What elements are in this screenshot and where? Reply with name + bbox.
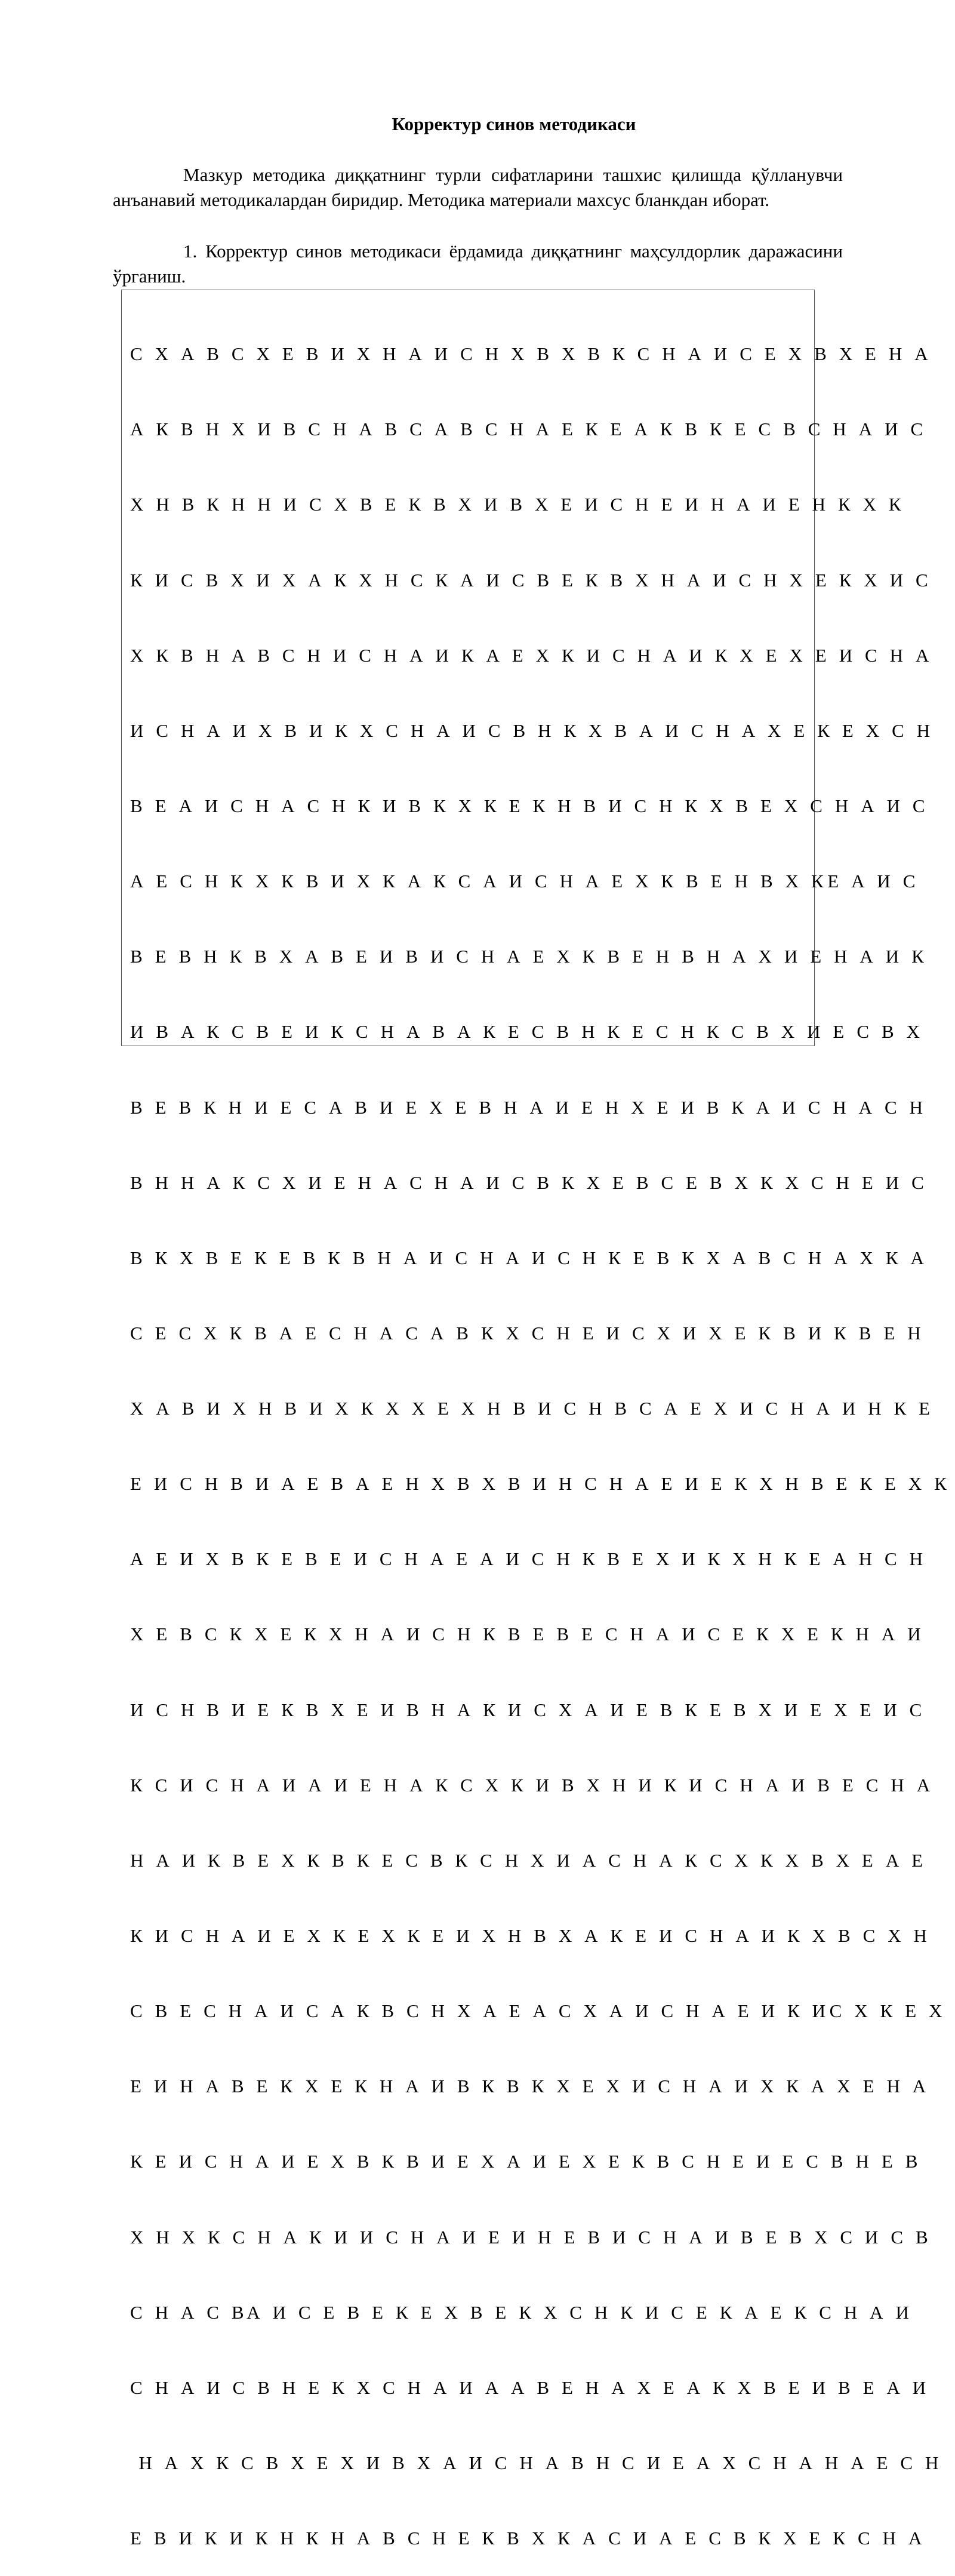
grid-row: Х А В И Х Н В И Х К Х Х Е Х Н В И С Н В С А Е Х И С Н А И Н К Е (130, 1398, 934, 1419)
grid-row: Х Н Х К С Н А К И И С Н А И Е И Н Е В И С Н А И В Е В Х С И С В (130, 2226, 932, 2248)
grid-row: С Н А С ВА И С Е В Е К Е Х В Е К Х С Н К И С Е К А Е К С Н А И (130, 2301, 913, 2323)
grid-row: А К В Н Х И В С Н А В С А В С Н А Е К Е А К В К Е С В С Н А И С (130, 419, 927, 440)
grid-row: И С Н В И Е К В Х Е И В Н А К И С Х А И Е В К Е В Х И Е Х Е И С (130, 1699, 926, 1720)
grid-row: Е И Н А В Е К Х Е К Н А И В К В К Х Е Х И С Н А И Х К А Х Е Н А (130, 2076, 930, 2097)
grid-row: И В А К С В Е И К С Н А В А К Е С В Н К Е С Н К С В Х И Е С В Х (130, 1021, 924, 1043)
grid-row: Х Е В С К Х Е К Х Н А И С Н К В Е В Е С Н А И С Е К Х Е К Н А И (130, 1624, 925, 1645)
grid-row: Е В И К И К Н К Н А В С Н Е К В Х К А С И А Е С В К Х Е К С Н А (130, 2528, 926, 2549)
grid-row: С В Е С Н А И С А К В С Н Х А Е А С Х А И С Н А Е И К ИС Х К Е Х (130, 2000, 947, 2022)
grid-row: Н А И К В Е Х К В К Е С В К С Н Х И А С Н А К С Х К Х В Х Е А Е (130, 1849, 927, 1871)
page-title: Корректур синов методикаси (392, 113, 636, 134)
grid-row: С Е С Х К В А Е С Н А С А В К Х С Н Е И С Х И Х Е К В И К В Е Н (130, 1322, 925, 1344)
intro-paragraph-text: Мазкур методика диққатнинг турли сифатларини ташхис қилишда қўлланувчи анъанавий методикалардан биридир. Методика материали махсус бланкдан иборат. (113, 164, 843, 210)
grid-row: С Х А В С Х Е В И Х Н А И С Н Х В Х В К С Н А И С Е Х В Х Е Н А (130, 343, 932, 365)
grid-row: К С И С Н А И А И Е Н А К С Х К И В Х Н И К И С Н А И В Е С Н А (130, 1774, 934, 1796)
grid-row: К И С Н А И Е Х К Е Х К Е И Х Н В Х А К Е И С Н А И К Х В С Х Н (130, 1925, 931, 1947)
task-paragraph (113, 239, 843, 289)
grid-row: Е И С Н В И А Е В А Е Н Х В Х В И Н С Н А Е И Е К Х Н В Е К Е Х К (130, 1473, 951, 1495)
grid-row: В К Х В Е К Е В К В Н А И С Н А И С Н К Е В К Х А В С Н А Х К А (130, 1247, 928, 1268)
grid-row: В Н Н А К С Х И Е Н А С Н А И С В К Х Е В С Е В Х К Х С Н Е И С (130, 1172, 928, 1193)
grid-row: В Е А И С Н А С Н К И В К Х К Е К Н В И С Н К Х В Е Х С Н А И С (130, 795, 929, 816)
task-paragraph-text: 1. Корректур синов методикаси ёрдамида диққатнинг маҳсулдорлик даражасини ўрганиш. (113, 241, 843, 287)
grid-row: К Е И С Н А И Е Х В К В И Е Х А И Е Х Е К В С Н Е И Е С В Н Е В (130, 2151, 922, 2172)
grid-row: И С Н А И Х В И К Х С Н А И С В Н К Х В А И С Н А Х Е К Е Х С Н (130, 720, 934, 741)
letter-grid (130, 291, 951, 2576)
grid-row: В Е В К Н И Е С А В И Е Х Е В Н А И Е Н Х Е И В К А И С Н А С Н (130, 1096, 927, 1118)
grid-row: Х Н В К Н Н И С Х В Е К В Х И В Х Е И С Н Е И Н А И Е Н К Х К (130, 494, 905, 515)
grid-row: Х К В Н А В С Н И С Н А И К А Е Х К И С Н А И К Х Е Х Е И С Н А (130, 644, 933, 666)
grid-row: В Е В Н К В Х А В Е И В И С Н А Е Х К В Е Н В Н А Х И Е Н А И К (130, 946, 928, 967)
intro-paragraph (113, 162, 843, 213)
grid-row: А Е С Н К Х К В И Х К А К С А И С Н А Е Х К В Е Н В Х КЕ А И С (130, 871, 920, 892)
grid-row: Н А Х К С В Х Е Х И В Х А И С Н А В Н С И Е А Х С Н А Н А Е С Н (130, 2452, 943, 2474)
grid-row: К И С В Х И Х А К Х Н С К А И С В Е К В Х Н А И С Н Х Е К Х И С (130, 569, 932, 591)
grid-row: А Е И Х В К Е В Е И С Н А Е А И С Н К В Е Х И К Х Н К Е А Н С Н (130, 1548, 927, 1570)
grid-row: С Н А И С В Н Е К Х С Н А И А А В Е Н А Х Е А К Х В Е И В Е А И (130, 2377, 930, 2398)
